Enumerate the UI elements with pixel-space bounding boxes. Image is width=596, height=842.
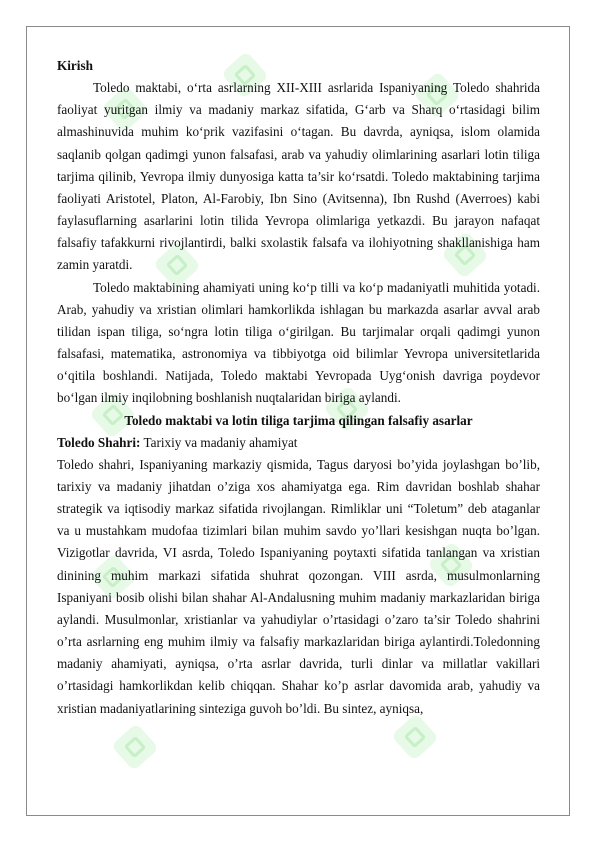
document-body [57,55,540,720]
subheading-bold: Toledo Shahri: [57,434,141,450]
subheading [57,432,540,454]
intro-heading: Kirish [57,58,93,73]
paragraph-intro: Toledo maktabi, o‘rta asrlarning XII-XIII asrlarida Ispaniyaning Toledo shahrida faoliyat yuritgan ilmiy va madaniy markaz sifatida, G‘arb va Sharq o‘rtasidagi bilim almashinuvida muhim ko‘prik vazifasini o‘tagan. Bu davrda, ayniqsa, islom olamida saqlanib qolgan qadimgi yunon falsafasi, arab va yahudiy olimlarining asarlari lotin tiliga tarjima qilinib, Yevropa ilmiy dunyosiga katta ta’sir ko‘rsatdi. Toledo maktabining tarjima faoliyati Aristotel, Platon, Al-Farobiy, Ibn Sino (Avitsenna), Ibn Rushd (Averroes) kabi faylasuflarning asarlarini lotin tilida Yevropa olimlariga yetkazdi. Bu jarayon nafaqat falsafiy tafakkurni rivojlantirdi, balki sxolastik falsafa va ilohiyotning shakllanishiga ham zamin yaratdi. [57,80,540,273]
paragraph-significance: Toledo maktabining ahamiyati uning ko‘p tilli va ko‘p madaniyatli muhitida yotadi. Arab, yahudiy va xristian olimlari hamkorlikda ishlagan bu markazda asarlar avval arab tilidan ispan tiliga, so‘ngra lotin tiliga o‘girilgan. Bu tarjimalar orqali qadimgi yunon falsafasi, matematika, astronomiya va tibbiyotga oid bilimlar Yevropa universitetlarida o‘qitila boshlandi. Natijada, Toledo maktabi Yevropada Uyg‘onish davriga poydevor bo‘lgan ilmiy inqilobning boshlanish nuqtalaridan biriga aylandi. [57,279,540,406]
section-title: Toledo maktabi va lotin tiliga tarjima qilingan falsafiy asarlar [124,412,473,428]
subheading-rest: Tarixiy va madaniy ahamiyat [140,434,298,450]
paragraph-toledo-city: Toledo shahri, Ispaniyaning markaziy qismida, Tagus daryosi bo’yida joylashgan bo’lib, tarixiy va madaniy jihatdan o’ziga xos ahamiyatga ega. Rim davridan boshlab shahar strategik va iqtisodiy markaz sifatida rivojlangan. Rimliklar uni “Toletum” deb ataganlar va u mustahkam mudofaa tizimlari bilan muhim savdo yo’llari kesishgan nuqta bo’lgan. Vizigotlar davrida, VI asrda, Toledo Ispaniyaning poytaxti sifatida tanlangan va xristian dinining muhim markazi sifatida shuhrat qozongan. VIII asrda, musulmonlarning Ispaniyani bosib olishi bilan shahar Al-Andalusning muhim madaniy markazlaridan biriga aylandi. Musulmonlar, xristianlar va yahudiylar o’rtasidagi o’zaro ta’sir Toledo shahrini o’rta asrlarning eng muhim ilmiy va falsafiy markazlaridan biriga aylantirdi.Toledonning madaniy ahamiyati, ayniqsa, o’rta asrlar davrida, turli dinlar va millatlar vakillari o’rtasidagi hamkorlikdan kelib chiqqan. Shahar ko’p asrlar davomida arab, yahudiy va xristian madaniyatlarining sinteziga guvoh bo’ldi. Bu sintez, ayniqsa, [57,456,540,716]
